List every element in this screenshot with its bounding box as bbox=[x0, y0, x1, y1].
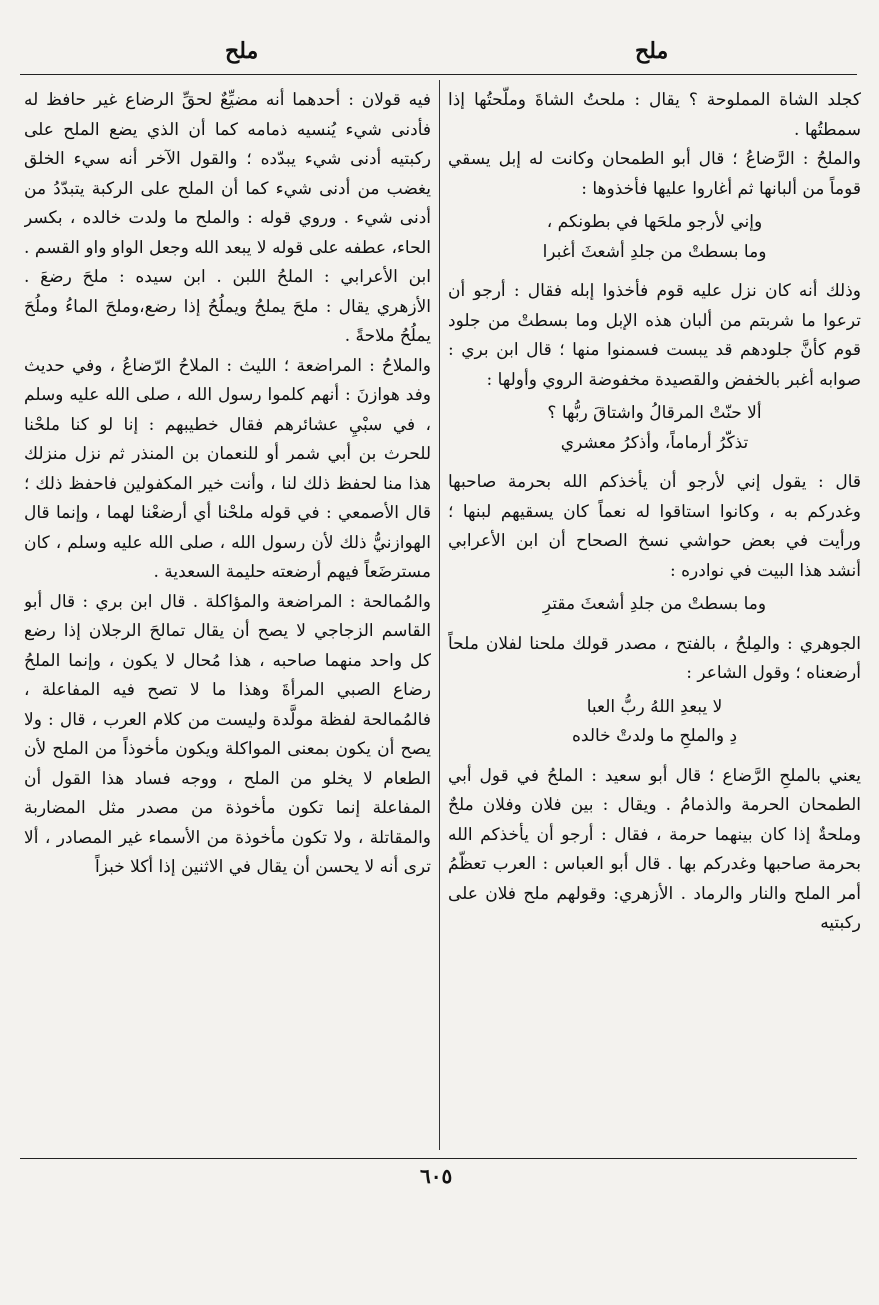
verse-line: وما بسطتْ من جلدِ أشعثَ أغبرا bbox=[542, 241, 767, 262]
verse bbox=[448, 590, 861, 620]
paragraph: الجوهري : والمِلحُ ، بالفتح ، مصدر قولك ملحنا لفلان ملحاً أرضعناه ؛ وقول الشاعر : bbox=[448, 633, 861, 683]
page-number: ٦٠٥ bbox=[420, 1164, 453, 1188]
paragraph: قال : يقول إني لأرجو أن يأخذكم الله بحرمة صاحبها وغدركم به ، وكانوا استاقوا له نعماً كان يسقيهم لبنها ؛ ورأيت في بعض حواشي نسخ الصحاح أن ابن الأعرابي أنشد هذا البيت في نوادره : bbox=[448, 472, 861, 581]
bottom-rule bbox=[20, 1158, 857, 1159]
paragraph: والمُمالحة : المراضعة والمؤاكلة . قال ابن بري : قال أبو القاسم الزجاجي لا يصح أن يقال تمالحَ الرجلان إذا رضع كل واحد منهما صاحبه ، هذا مُحال لا يكون ، وإنما الملحُ رضاع الصبي المرأةَ وهذا ما لا تصح فيه المفاعلة ، فالمُمالحة لفظة مولَّدة وليست من كلام العرب ، قال : ولا يصح أن يكون بمعنى المواكلة ويكون مأخوذاً من الملح لأن الطعام لا يخلو من الملح ، ووجه فساد هذا القول أن المفاعلة إنما تكون مأخوذة من مصدر مثل المضاربة والمقاتلة ، ولا تكون مأخوذة من الأسماء غير المصادر ، ألا ترى أنه لا يحسن أن يقال في الاثنين إذا أكلا خبزاً bbox=[24, 591, 431, 877]
header-left-word: ملح bbox=[225, 38, 259, 64]
paragraph: فيه قولان : أحدهما أنه مضيِّعٌ لحقِّ الرضاع غير حافظ له فأدنى شيء يُنسيه ذمامه كما أن الذي يضع الملح على ركبتيه أدنى شيء يبدّده ؛ والقول الآخر أنه سيء الخلق يغضب من أدنى شيء كما أن الملح على الركبة يتبدّدُ من أدنى شيء . وروي قوله : والملح ما ولدت خالده ، بكسر الحاء، عطفه على قوله لا يبعد الله وجعل الواو واو القسم . ابن الأعرابي : الملحُ اللبن . ابن سيده : ملحَ رضعَ . الأزهري يقال : ملحَ يملحُ ويملُحُ إذا رضع،وملحَ الماءُ وملُحَ يملُحُ ملاحةً . bbox=[24, 90, 431, 346]
left-column bbox=[24, 86, 431, 1152]
paragraph: وذلك أنه كان نزل عليه قوم فأخذوا إبله فقال : أرجو أن ترعوا ما شربتم من ألبان هذه الإبل وما بسطتْ من جلود قوم كأنَّ جلودهم قد يبست فسمنوا منها ؛ قال ابن بري : صوابه أغبر بالخفض والقصيدة مخفوضة الروي وأولها : bbox=[448, 281, 861, 390]
header-right-word: ملح bbox=[635, 38, 669, 64]
paragraph: والملاحُ : المراضعة ؛ الليث : الملاحُ الرّضاعُ ، وفي حديث وفد هوازنَ : أنهم كلموا رسول الله ، صلى الله عليه وسلم ، في سبْيِ عشائرهم فقال خطيبهم : إنا لو كنا ملحْنا للحرث بن أبي شمر أو للنعمان بن المنذر ثم نزل منزلك هذا منا لحفظ ذلك لنا ، وأنت خير المكفولين فاحفظ ذلك ؛ قال الأصمعي : في قوله ملحْنا أي أرضعْنا لهما ، وإنما قال الهوازنيُّ ذلك لأن رسول الله ، صلى الله عليه وسلم ، كان مسترضَعاً فيهم أرضعته حليمة السعدية . bbox=[24, 355, 431, 582]
verse bbox=[448, 693, 861, 752]
paragraph: والملحُ : الرَّضاعُ ؛ قال أبو الطمحان وكانت له إبل يسقي قوماً من ألبانها ثم أغاروا عليها فأخذوها : bbox=[448, 149, 861, 199]
verse-line: دِ والملحِ ما ولدتْ خالده bbox=[571, 726, 738, 746]
verse-line: وإني لأرجو ملحَها في بطونكم ، bbox=[546, 212, 763, 232]
column-divider bbox=[439, 80, 440, 1150]
right-column bbox=[448, 86, 861, 1152]
verse bbox=[448, 399, 861, 458]
verse-line: ألا حنّتْ المرقالُ واشتاقَ ربُّها ؟ bbox=[547, 403, 762, 423]
top-rule bbox=[20, 74, 857, 75]
verse-line: وما بسطتْ من جلدِ أشعثَ مقترِ bbox=[542, 594, 767, 614]
paragraph: كجلد الشاة المملوحة ؟ يقال : ملحتُ الشاةَ وملّحتُها إذا سمطتُها . bbox=[448, 90, 861, 140]
paragraph: يعني بالملحِ الرَّضاع ؛ قال أبو سعيد : الملحُ في قول أبي الطمحان الحرمة والذمامُ . ويقال : بين فلان وفلان ملحٌ وملحةٌ إذا كان بينهما حرمة ، فقال : أرجو أن يأخذكم الله بحرمة صاحبها وغدركم بها . قال أبو العباس : العرب تعظّمُ أمر الملح والنار والرماد . الأزهري: وقولهم ملح فلان على ركبتيه bbox=[448, 765, 861, 933]
verse-line: تذكّرُ أرماماً، وأذكرُ معشري bbox=[560, 432, 749, 453]
verse bbox=[448, 208, 861, 267]
verse-line: لا يبعدِ اللهُ ربُّ العبا bbox=[586, 696, 723, 717]
